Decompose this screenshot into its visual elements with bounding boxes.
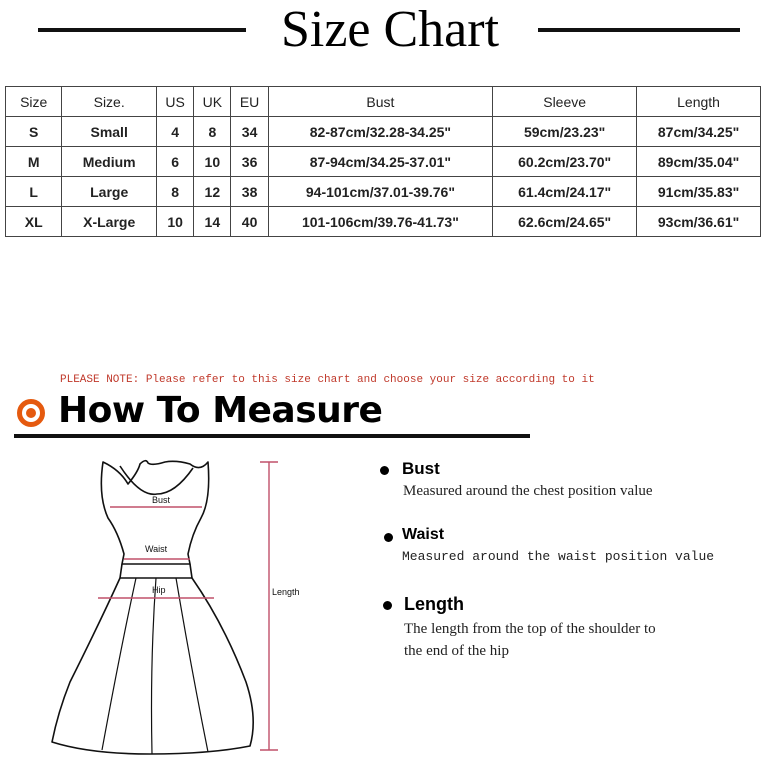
table-cell: X-Large [62, 207, 157, 237]
measure-description: Measured around the chest position value [403, 483, 653, 499]
title-rule-left [38, 28, 246, 32]
table-row [6, 177, 761, 207]
table-cell: S [6, 117, 62, 147]
col-header: EU [231, 87, 268, 117]
size-note: PLEASE NOTE: Please refer to this size chart and choose your size according to it [60, 374, 595, 386]
size-chart-header [0, 0, 768, 62]
table-cell: 34 [231, 117, 268, 147]
hip-label: Hip [152, 585, 166, 595]
table-cell: 10 [194, 147, 231, 177]
page-title: Size Chart [280, 1, 500, 58]
title-rule-right [538, 28, 740, 32]
table-cell: 87cm/34.25" [637, 117, 761, 147]
col-header: Size [6, 87, 62, 117]
table-cell: 8 [194, 117, 231, 147]
table-cell: 4 [156, 117, 193, 147]
table-cell: 94-101cm/37.01-39.76" [268, 177, 492, 207]
bullet-icon [383, 601, 392, 610]
table-cell: 62.6cm/24.65" [493, 207, 637, 237]
measure-heading: Bust [402, 459, 440, 478]
measure-description: the end of the hip [404, 643, 509, 659]
table-cell: 91cm/35.83" [637, 177, 761, 207]
table-cell: 36 [231, 147, 268, 177]
table-cell: 14 [194, 207, 231, 237]
target-circle-icon [17, 399, 45, 427]
dress-measurement-diagram [40, 452, 330, 762]
table-cell: 87-94cm/34.25-37.01" [268, 147, 492, 177]
table-cell: 93cm/36.61" [637, 207, 761, 237]
bullet-icon [380, 466, 389, 475]
how-to-measure-rule [14, 434, 530, 438]
table-cell: M [6, 147, 62, 177]
table-header-row [6, 87, 761, 117]
table-cell: 12 [194, 177, 231, 207]
col-header: US [156, 87, 193, 117]
table-cell: 10 [156, 207, 193, 237]
table-cell: Small [62, 117, 157, 147]
table-cell: 38 [231, 177, 268, 207]
col-header: Length [637, 87, 761, 117]
col-header: Sleeve [493, 87, 637, 117]
table-cell: 89cm/35.04" [637, 147, 761, 177]
table-cell: XL [6, 207, 62, 237]
size-table [5, 86, 761, 237]
table-cell: 61.4cm/24.17" [493, 177, 637, 207]
table-cell: 59cm/23.23" [493, 117, 637, 147]
table-row [6, 117, 761, 147]
waist-label: Waist [145, 544, 168, 554]
table-cell: 60.2cm/23.70" [493, 147, 637, 177]
col-header: Bust [268, 87, 492, 117]
measure-heading: Waist [402, 526, 445, 543]
table-row [6, 147, 761, 177]
table-cell: 40 [231, 207, 268, 237]
table-cell: 101-106cm/39.76-41.73" [268, 207, 492, 237]
measure-heading: Length [404, 594, 464, 614]
col-header: UK [194, 87, 231, 117]
table-cell: 82-87cm/32.28-34.25" [268, 117, 492, 147]
measure-lines [98, 462, 278, 750]
table-cell: Large [62, 177, 157, 207]
length-label: Length [272, 587, 300, 597]
diagram-labels [145, 495, 300, 597]
col-header: Size. [62, 87, 157, 117]
table-cell: Medium [62, 147, 157, 177]
measure-description: Measured around the waist position value [402, 549, 715, 564]
bust-label: Bust [152, 495, 171, 505]
measure-description: The length from the top of the shoulder to [404, 621, 656, 637]
table-row [6, 207, 761, 237]
table-cell: 8 [156, 177, 193, 207]
how-to-measure-title: How To Measure [58, 390, 383, 431]
table-cell: L [6, 177, 62, 207]
bullet-icon [384, 533, 393, 542]
table-cell: 6 [156, 147, 193, 177]
